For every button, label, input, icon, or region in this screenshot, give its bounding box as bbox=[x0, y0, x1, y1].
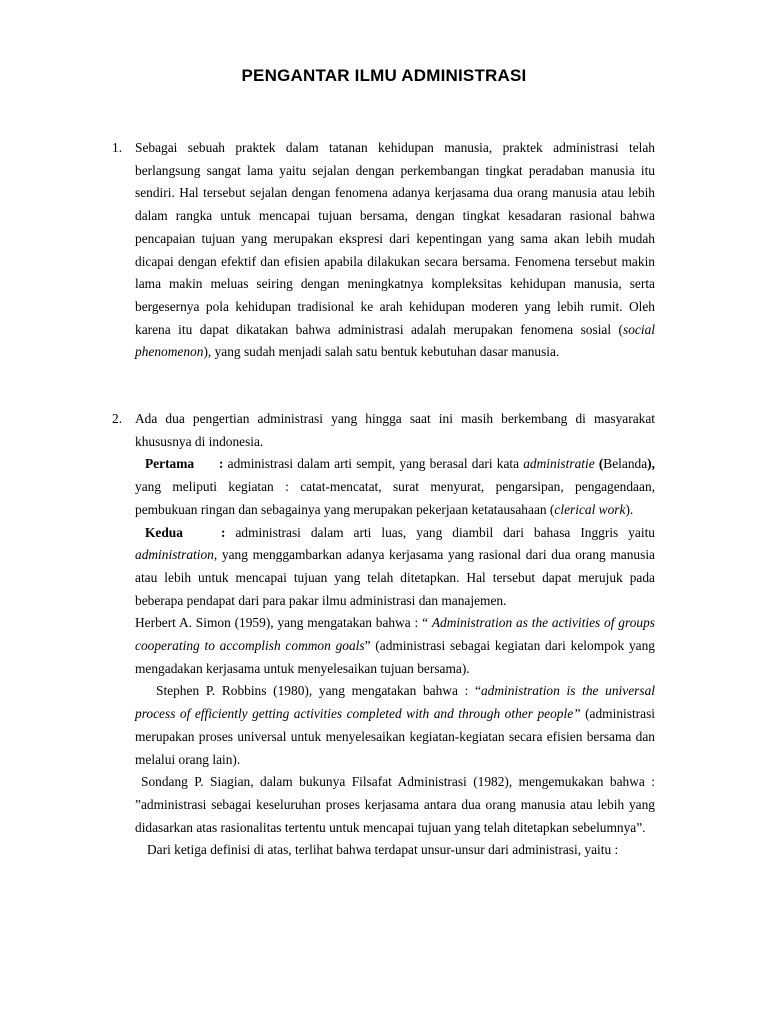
kedua-text-b: , yang menggambarkan adanya kerjasama yang rasional dari dua orang manusia atau lebih untuk mencapai tujuan yang telah ditetapkan. Hal tersebut dapat merujuk pada beberapa pendapat dari para pakar ilmu administrasi dan manajemen. bbox=[135, 547, 655, 608]
robbins-text-b: (administrasi merupakan proses universal untuk menyelesaikan kegiatan-kegiatan secara efisien bersama dan melalui orang lain). bbox=[135, 706, 656, 767]
pertama-paren-open: ( bbox=[594, 456, 604, 472]
kedua-text-a: administrasi dalam arti luas, yang diambil dari bahasa Inggris yaitu bbox=[225, 524, 655, 540]
list-number-2: 2. bbox=[112, 411, 123, 426]
pertama-belanda: Belanda bbox=[603, 456, 648, 472]
term-pertama: Pertama bbox=[145, 456, 195, 472]
pertama-paren-close: ), bbox=[647, 456, 655, 472]
p2-simon bbox=[135, 612, 655, 680]
paragraph-1 bbox=[135, 137, 655, 364]
robbins-text-a: Stephen P. Robbins (1980), yang mengatakan bahwa : “ bbox=[156, 683, 481, 699]
pertama-colon: : bbox=[219, 456, 224, 472]
p2-robbins bbox=[135, 680, 655, 771]
pertama-text-a: administrasi dalam arti sempit, yang berasal dari kata bbox=[223, 456, 524, 472]
pertama-italic-clerical: clerical work bbox=[554, 501, 626, 517]
p2-kedua bbox=[135, 522, 655, 613]
kedua-italic-administration: administration bbox=[135, 547, 214, 563]
robbins-italic-quote: administration is the universal process of efficiently getting activities completed with and through other people” bbox=[135, 683, 655, 722]
pertama-text-c: yang meliputi kegiatan : catat-mencatat, surat menyurat, pengarsipan, pengagendaan, pembukuan ringan dan sebagainya yang merupakan pekerjaan ketatausahaan ( bbox=[135, 479, 655, 517]
simon-text-a: Herbert A. Simon (1959), yang mengatakan bahwa : “ bbox=[135, 615, 432, 631]
paragraph-1-text bbox=[135, 137, 655, 364]
p1-italic-term: social phenomenon bbox=[135, 321, 655, 360]
term-kedua: Kedua bbox=[145, 524, 183, 540]
simon-text-b: ” (administrasi sebagai kegiatan dari kelompok yang mengadakan kerjasama untuk menyelesaikan tujuan bersama). bbox=[135, 638, 655, 676]
p1-text-b: ), yang sudah menjadi salah satu bentuk kebutuhan dasar manusia. bbox=[203, 344, 560, 360]
p2-closing: Dari ketiga definisi di atas, terlihat bahwa terdapat unsur-unsur dari administrasi, yaitu : bbox=[147, 842, 619, 858]
p1-text-a: Sebagai sebuah praktek dalam tatanan kehidupan manusia, praktek administrasi telah berlangsung sangat lama yaitu sejalan dengan perkembangan tingkat peradaban manusia itu sendiri. Hal tersebut sejalan dengan fenomena adanya kerjasama dua orang manusia atau lebih dalam rangka untuk mencapai tujuan bersama, dengan tingkat kesadaran rasional bahwa pencapaian tujuan yang merupakan ekspresi dari kepentingan yang sama akan lebih mudah dicapai dengan efektif dan efisien apabila dilakukan secara bersama. Fenomena tersebut makin lama makin meluas seiring dengan meningkatnya kompleksitas kehidupan manusia, serta bergesernya pola kehidupan tradisional ke arah kehidupan moderen yang lebih rumit. Oleh karena itu dapat dikatakan bahwa administrasi adalah merupakan fenomena sosial ( bbox=[135, 140, 655, 337]
kedua-colon: : bbox=[221, 524, 226, 540]
paragraph-2 bbox=[135, 408, 655, 862]
pertama-italic-administratie: administratie bbox=[523, 456, 595, 472]
list-number-1: 1. bbox=[112, 140, 123, 155]
pertama-text-d: ). bbox=[625, 501, 634, 517]
simon-italic-quote: Administration as the activities of groups cooperating to accomplish common goals bbox=[135, 615, 655, 654]
page-title: PENGANTAR ILMU ADMINISTRASI bbox=[241, 66, 527, 85]
p2-intro: Ada dua pengertian administrasi yang hingga saat ini masih berkembang di masyarakat khususnya di indonesia. bbox=[135, 411, 655, 449]
p2-pertama bbox=[135, 453, 655, 521]
p2-siagian: Sondang P. Siagian, dalam bukunya Filsafat Administrasi (1982), mengemukakan bahwa : ”administrasi sebagai keseluruhan proses kerjasama antara dua orang manusia atau lebih yang didasarkan atas rasionalitas tertentu untuk mencapai tujuan yang telah ditetapkan sebelumnya”. bbox=[135, 774, 655, 835]
